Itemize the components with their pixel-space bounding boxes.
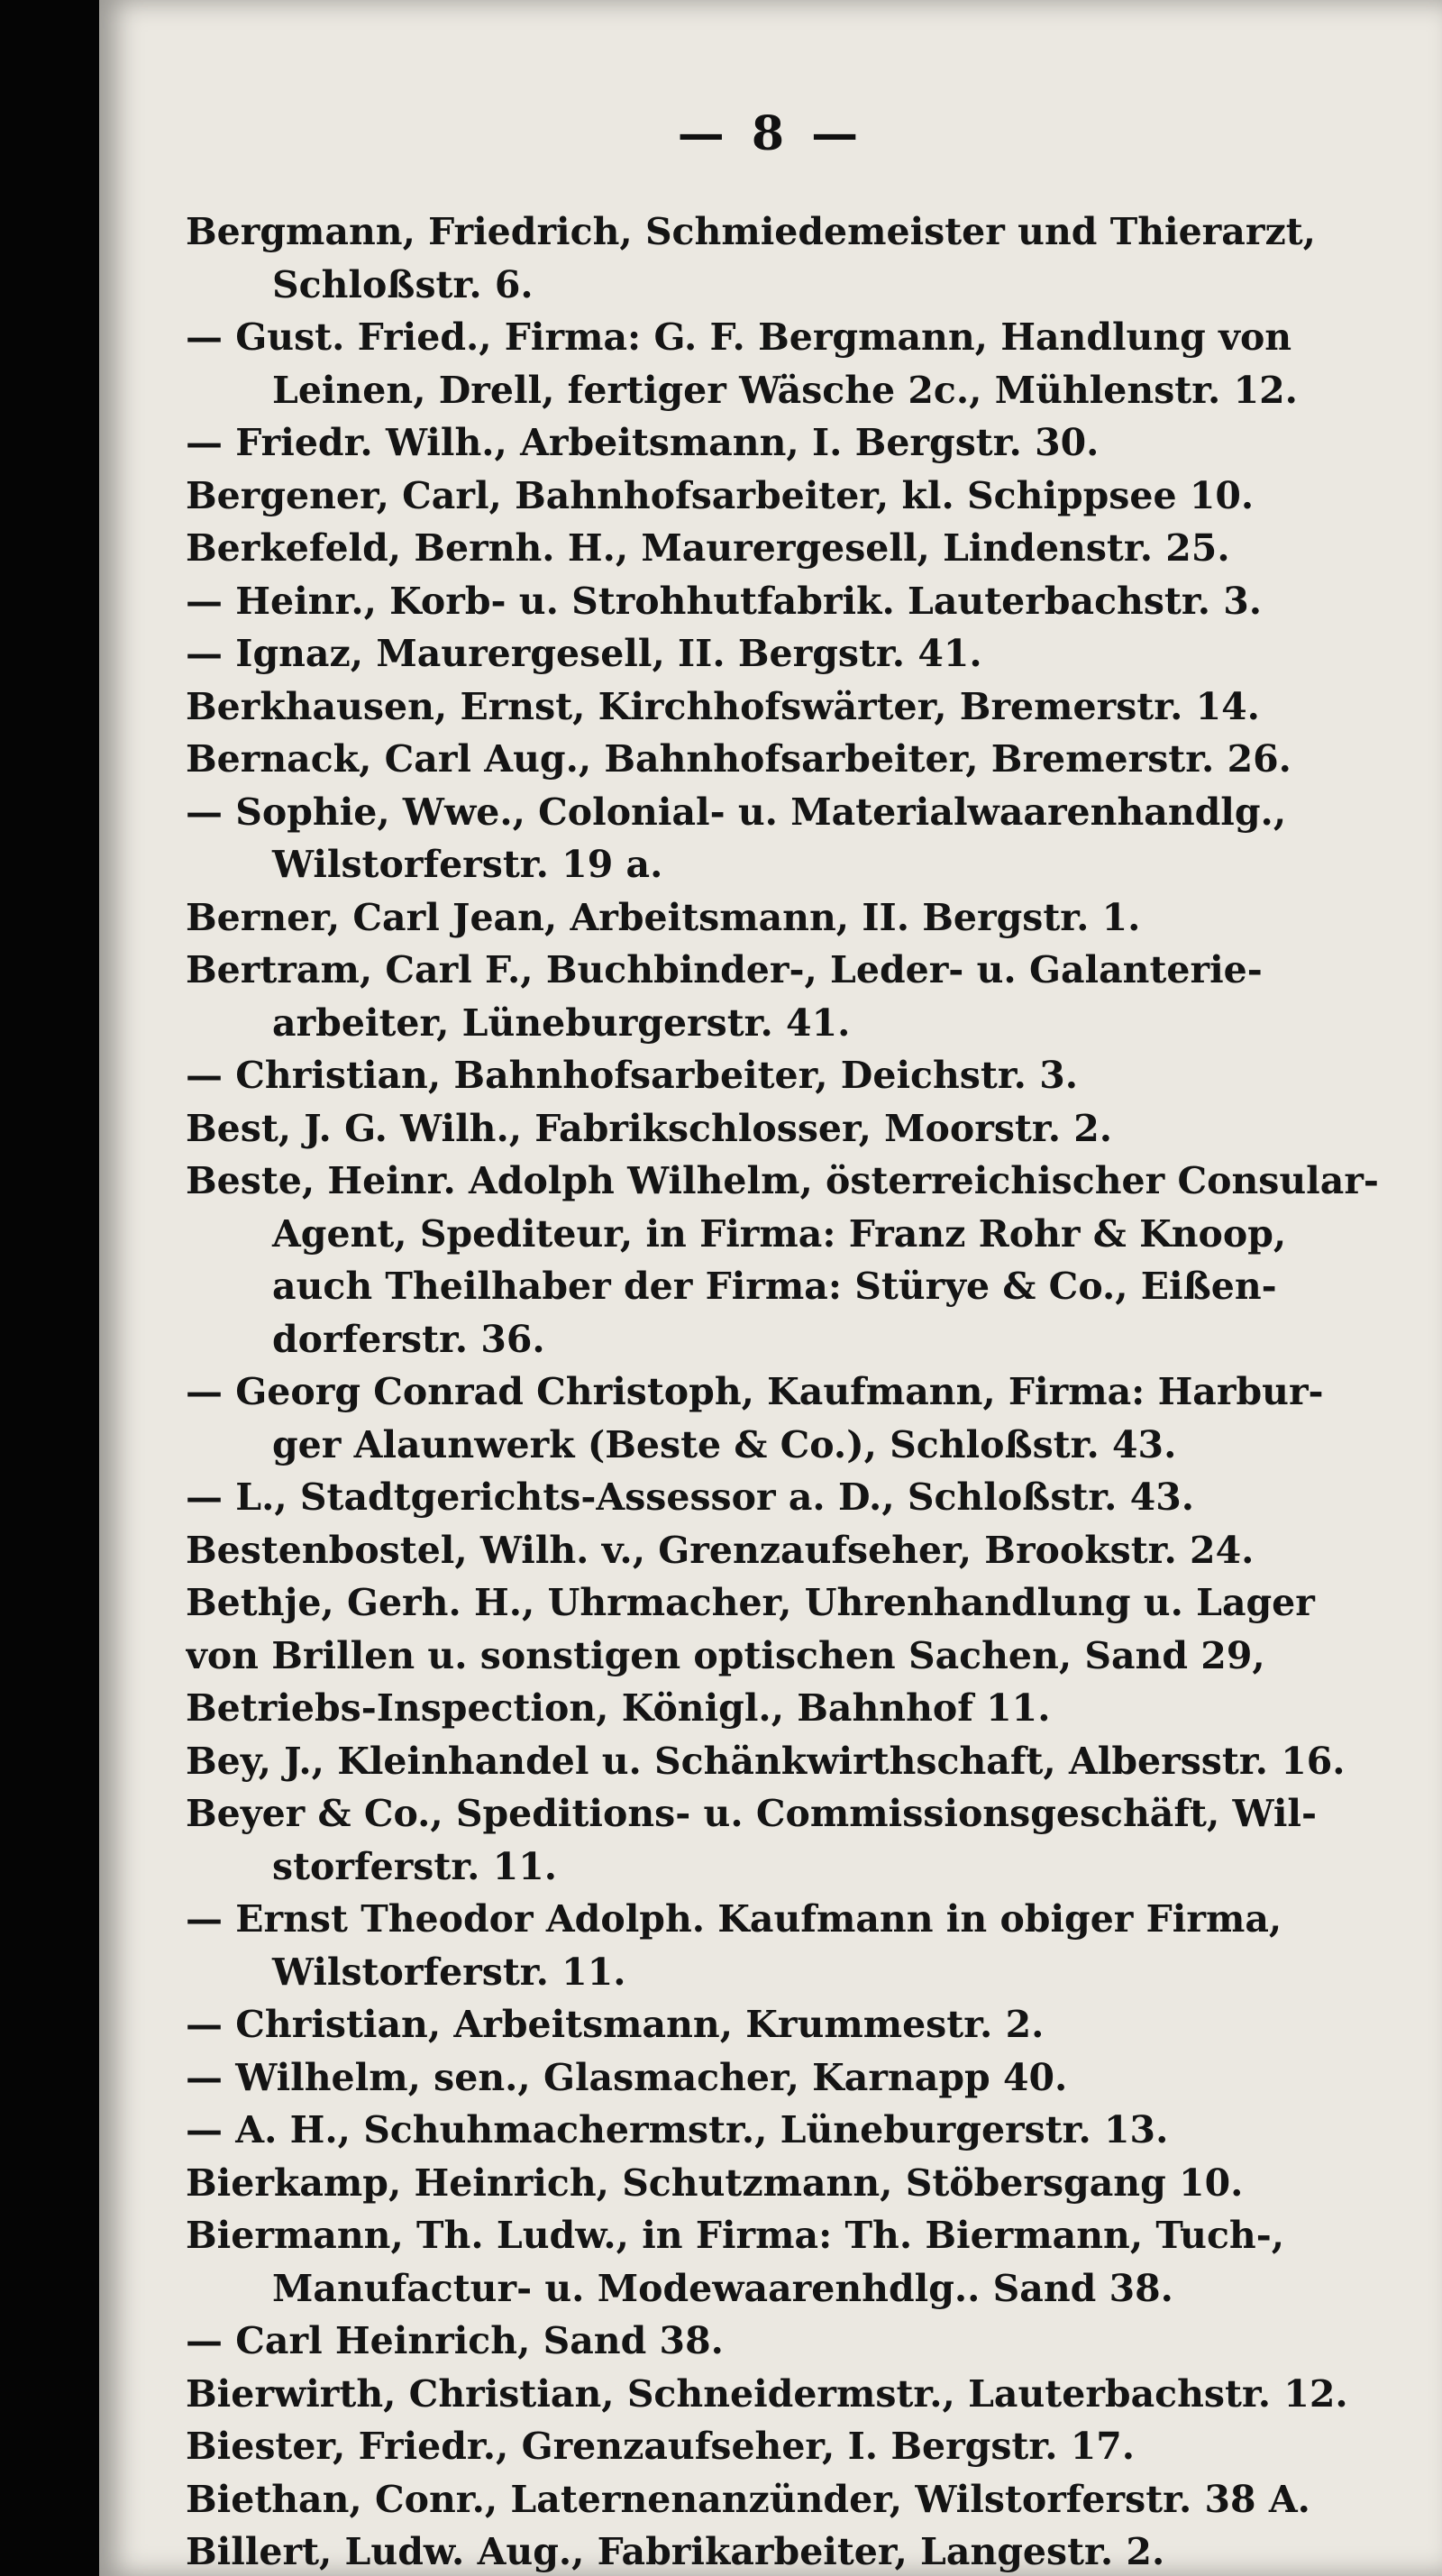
entry-line: Biermann, Th. Ludw., in Firma: Th. Biermann, Tuch-,	[186, 2214, 1285, 2257]
entry-continuation-line: arbeiter, Lüneburgerstr. 41.	[272, 1000, 851, 1045]
entry-line: — Gust. Fried., Firma: G. F. Bergmann, Handlung von	[186, 315, 1292, 359]
entry-line: Biethan, Conr., Laternenanzünder, Wilstorferstr. 38 A.	[186, 2477, 1310, 2521]
entry-line: — L., Stadtgerichts-Assessor a. D., Schloßstr. 43.	[186, 1475, 1195, 1519]
entry-line: — Sophie, Wwe., Colonial- u. Materialwaarenhandlg.,	[186, 790, 1287, 834]
entry-line: — Christian, Arbeitsmann, Krummestr. 2.	[186, 2003, 1045, 2046]
entry-continuation-line: ger Alaunwerk (Beste & Co.), Schloßstr. 43.	[272, 1422, 1177, 1466]
entry-line: Berkhausen, Ernst, Kirchhofswärter, Bremerstr. 14.	[186, 684, 1260, 728]
entry-line: Bethje, Gerh. H., Uhrmacher, Uhrenhandlung u. Lager	[186, 1581, 1315, 1624]
directory-page	[99, 0, 1442, 2576]
entry-line: Berner, Carl Jean, Arbeitsmann, II. Bergstr. 1.	[186, 895, 1141, 939]
entry-line: Biester, Friedr., Grenzaufseher, I. Bergstr. 17.	[186, 2425, 1136, 2468]
directory-entries	[186, 206, 1438, 2576]
entry-line: — Carl Heinrich, Sand 38.	[186, 2319, 724, 2362]
entry-line: Bergener, Carl, Bahnhofsarbeiter, kl. Schippsee 10.	[186, 473, 1255, 517]
entry-continuation-line: Wilstorferstr. 19 a.	[272, 843, 663, 886]
entry-continuation-line: Manufactur- u. Modewaarenhdlg.. Sand 38.	[272, 2266, 1173, 2310]
entry-line: Bierkamp, Heinrich, Schutzmann, Stöbersgang 10.	[186, 2160, 1244, 2205]
entry-line: Betriebs-Inspection, Königl., Bahnhof 11.	[186, 1686, 1051, 1730]
page-number: — 8 —	[677, 106, 864, 161]
entry-line: — Georg Conrad Christoph, Kaufmann, Firma: Harbur-	[186, 1370, 1324, 1413]
entry-line: — A. H., Schuhmachermstr., Lüneburgerstr. 13.	[186, 2108, 1169, 2151]
entry-line: Bierwirth, Christian, Schneidermstr., Lauterbachstr. 12.	[186, 2371, 1348, 2416]
entry-line: — Christian, Bahnhofsarbeiter, Deichstr. 3.	[186, 1054, 1079, 1097]
entry-continuation-line: Leinen, Drell, fertiger Wäsche 2c., Mühlenstr. 12.	[272, 368, 1298, 412]
entry-continuation-line: Schloßstr. 6.	[272, 262, 534, 306]
entry-line: von Brillen u. sonstigen optischen Sachen, Sand 29,	[186, 1633, 1265, 1677]
entry-line: — Ernst Theodor Adolph. Kaufmann in obiger Firma,	[186, 1897, 1282, 1941]
entry-line: Bergmann, Friedrich, Schmiedemeister und Thierarzt,	[186, 210, 1316, 253]
entry-continuation-line: dorferstr. 36.	[272, 1317, 545, 1361]
entry-continuation-line: Wilstorferstr. 11.	[272, 1950, 626, 1994]
entry-continuation-line: storferstr. 11.	[272, 1844, 558, 1888]
entry-line: Bernack, Carl Aug., Bahnhofsarbeiter, Bremerstr. 26.	[186, 737, 1291, 781]
entry-line: — Heinr., Korb- u. Strohhutfabrik. Lauterbachstr. 3.	[186, 579, 1263, 623]
entry-line: — Ignaz, Maurergesell, II. Bergstr. 41.	[186, 632, 982, 675]
entry-line: Berkefeld, Bernh. H., Maurergesell, Lindenstr. 25.	[186, 526, 1230, 570]
entry-line: Beyer & Co., Speditions- u. Commissionsgeschäft, Wil-	[186, 1792, 1317, 1835]
entry-continuation-line: Agent, Spediteur, in Firma: Franz Rohr & Knoop,	[272, 1211, 1287, 1256]
entry-line: Billert, Ludw. Aug., Fabrikarbeiter, Langestr. 2.	[186, 2530, 1165, 2573]
entry-line: Best, J. G. Wilh., Fabrikschlosser, Moorstr. 2.	[186, 1106, 1113, 1150]
entry-continuation-line: auch Theilhaber der Firma: Stürye & Co., Eißen-	[272, 1265, 1277, 1308]
entry-line: — Wilhelm, sen., Glasmacher, Karnapp 40.	[186, 2055, 1068, 2099]
entry-line: Bertram, Carl F., Buchbinder-, Leder- u. Galanterie-	[186, 948, 1263, 991]
entry-line: Bestenbostel, Wilh. v., Grenzaufseher, Brookstr. 24.	[186, 1528, 1255, 1572]
entry-line: — Friedr. Wilh., Arbeitsmann, I. Bergstr. 30.	[186, 421, 1100, 464]
entry-line: Bey, J., Kleinhandel u. Schänkwirthschaft, Albersstr. 16.	[186, 1739, 1346, 1783]
entry-line: Beste, Heinr. Adolph Wilhelm, österreichischer Consular-	[186, 1159, 1379, 1202]
